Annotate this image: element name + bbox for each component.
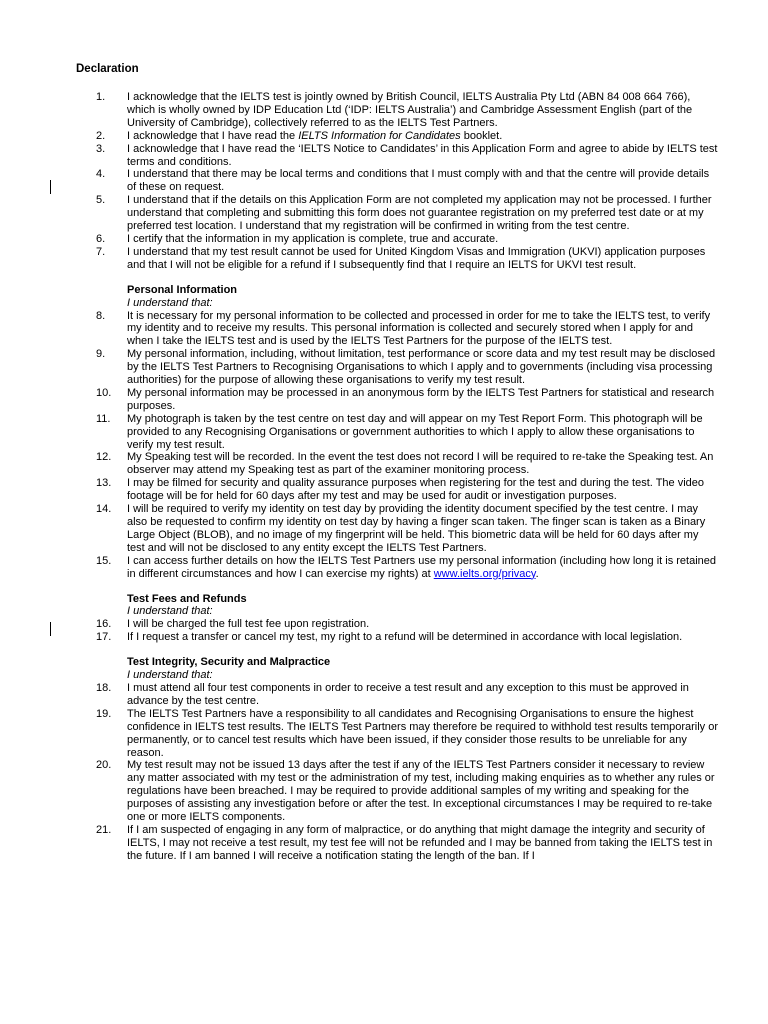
list-item	[0, 233, 768, 246]
item-text: I acknowledge that the IELTS test is jointly owned by British Council, IELTS Australia Pty Ltd (ABN 84 008 664 766), which is wholly owned by IDP Education Ltd (‘IDP: IELTS Australia’) and Cambridge Assessment English (part of the University of Cambridge), collectively referred to as the IELTS Test Partners.	[127, 91, 693, 129]
item-number: 18.	[96, 681, 112, 694]
item-text: I must attend all four test components in order to receive a test result and any exception to this must be approved in advance by the test centre.	[127, 681, 689, 707]
item-text: My Speaking test will be recorded. In the event the test does not record I will be required to re-take the Speaking test. An observer may attend my Speaking test as part of the examiner monitoring process.	[127, 451, 714, 477]
list-item	[0, 168, 768, 194]
item-text: My personal information may be processed in an anonymous form by the IELTS Test Partners for statistical and research purposes.	[127, 386, 715, 412]
item-text	[127, 130, 502, 142]
list-item	[0, 413, 768, 452]
list-item	[0, 348, 768, 387]
section-heading: Personal Information	[127, 283, 238, 296]
item-number: 8.	[96, 309, 106, 322]
item-text: It is necessary for my personal information to be collected and processed in order for me to take the IELTS test, to verify my identity and to receive my results. This personal information is collected and securely stored when I apply for and when I take the IELTS test and is used by the IELTS Test Partners for the purpose of the IELTS test.	[127, 309, 711, 348]
item-number: 17.	[96, 631, 112, 644]
booklet-title: IELTS Information for Candidates	[298, 129, 461, 142]
item-number: 15.	[96, 554, 112, 567]
item-number: 21.	[96, 823, 112, 836]
list-item	[0, 246, 768, 272]
item-text: If I am suspected of engaging in any form of malpractice, or do anything that might damage the integrity and security of IELTS, I may not receive a test result, my test fee will not be refunded and I may be banned from taking the IELTS test in the future. If I am banned I will receive a notification stating the length of the ban. If I	[127, 823, 713, 862]
item-text: I certify that the information in my application is complete, true and accurate.	[127, 232, 499, 245]
item-text: I will be charged the full test fee upon registration.	[127, 618, 370, 631]
item-number: 3.	[96, 142, 106, 155]
list-item	[0, 682, 768, 708]
item-text: The IELTS Test Partners have a responsibility to all candidates and Recognising Organisations to ensure the highest confidence in IELTS test results. The IELTS Test Partners may therefore be required to withhold test results temporarily or permanently, or to cancel test results which have been issued, if they consider those results to be unreliable for any reason.	[127, 707, 719, 759]
item-text: I will be required to verify my identity on test day by providing the identity document specified by the test centre. I may also be requested to confirm my identity on test day by having a finger scan taken. The finger scan is taken as a Binary Large Object (BLOB), and no image of my fingerprint will be held. This biometric data will be held for 60 days after my test and will not be disclosed to any entity except the IELTS Test Partners.	[127, 503, 706, 554]
list-item	[0, 708, 768, 760]
item-number: 7.	[96, 245, 106, 258]
item-text-part: I acknowledge that I have read the	[127, 129, 299, 142]
item-number: 12.	[96, 451, 112, 464]
item-number: 4.	[96, 168, 106, 181]
list-item	[0, 310, 768, 349]
item-number: 11.	[96, 412, 111, 425]
declaration-group	[0, 91, 768, 272]
item-number: 13.	[96, 477, 112, 490]
list-item	[0, 759, 768, 824]
item-text: I may be filmed for security and quality assurance purposes when registering for the test and during the test. The video footage will be for held for 60 days after my test and may be used for audit or investigation purposes.	[127, 477, 705, 503]
list-item	[0, 91, 768, 130]
list-item	[0, 503, 768, 555]
list-item	[0, 387, 768, 413]
item-number: 10.	[96, 386, 112, 399]
section-test-fees	[0, 593, 768, 619]
item-text: My personal information, including, without limitation, test performance or score data and my test result may be disclosed by the IELTS Test Partners to Recognising Organisations to which I apply and to governments (including visa processing authorities) for the purpose of allowing these organisations to verify my test result.	[127, 348, 716, 387]
item-text: I acknowledge that I have read the ‘IELTS Notice to Candidates’ in this Application Form and agree to abide by IELTS test terms and conditions.	[127, 142, 718, 168]
item-number: 6.	[96, 232, 106, 245]
item-number: 16.	[96, 618, 112, 631]
list-item	[0, 824, 768, 863]
item-number: 2.	[96, 129, 106, 142]
section-test-integrity	[0, 656, 768, 682]
list-item	[0, 130, 768, 143]
section-subheading: I understand that:	[127, 669, 213, 682]
item-text: I understand that there may be local terms and conditions that I must comply with and that the centre will provide details of these on request.	[127, 168, 710, 194]
list-item	[0, 477, 768, 503]
section-subheading: I understand that:	[127, 296, 213, 309]
section-heading: Test Fees and Refunds	[127, 592, 247, 605]
declaration-list	[0, 91, 768, 863]
item-number: 20.	[96, 759, 112, 772]
item-number: 14.	[96, 503, 112, 516]
text-cursor-marker	[50, 180, 51, 194]
page-title: Declaration	[76, 63, 139, 75]
item-text-part: I can access further details on how the IELTS Test Partners use my personal information (including how long it is retained in different circumstances and how I can exercise my rights) at	[127, 554, 717, 580]
list-item	[0, 451, 768, 477]
list-item	[0, 555, 768, 581]
item-number: 19.	[96, 707, 112, 720]
item-text: I understand that if the details on this Application Form are not completed my application may not be processed. I further understand that completing and submitting this form does not guarantee registration on my preferred test date or at my preferred test location. I understand that my registration will be confirmed in writing from the test centre.	[127, 194, 712, 233]
test-fees-group	[0, 618, 768, 644]
section-personal-information	[0, 284, 768, 310]
section-heading: Test Integrity, Security and Malpractice	[127, 656, 331, 669]
item-text	[127, 555, 716, 580]
list-item	[0, 143, 768, 169]
item-text: If I request a transfer or cancel my test, my right to a refund will be determined in accordance with local legislation.	[127, 631, 683, 644]
item-number: 9.	[96, 348, 106, 361]
item-text: My test result may not be issued 13 days after the test if any of the IELTS Test Partners consider it necessary to review any matter associated with my test or the administration of my test, including making enquiries as to whether any rules or regulations have been breached. I may be required to provide additional samples of my writing and speaking for the purposes of assisting any investigation before or after the test. In exceptional circumstances I may be required to re-take one or more IELTS components.	[127, 759, 715, 824]
section-subheading: I understand that:	[127, 605, 213, 618]
item-number: 1.	[96, 91, 106, 103]
item-text-part: .	[535, 567, 539, 580]
list-item	[0, 618, 768, 631]
privacy-link[interactable]: www.ielts.org/privacy	[433, 567, 536, 580]
text-cursor-marker	[50, 622, 51, 636]
item-text: My photograph is taken by the test centre on test day and will appear on my Test Report Form. This photograph will be provided to any Recognising Organisations or government authorities to which I apply to allow these organisations to verify my test result.	[127, 412, 703, 451]
item-text: I understand that my test result cannot be used for United Kingdom Visas and Immigration (UKVI) application purposes and that I will not be eligible for a refund if I subsequently find that I require an IELTS for UKVI test result.	[127, 245, 706, 271]
personal-information-group	[0, 310, 768, 581]
item-text-part: booklet.	[460, 129, 503, 142]
list-item	[0, 631, 768, 644]
item-number: 5.	[96, 194, 106, 207]
test-integrity-group	[0, 682, 768, 863]
list-item	[0, 194, 768, 233]
